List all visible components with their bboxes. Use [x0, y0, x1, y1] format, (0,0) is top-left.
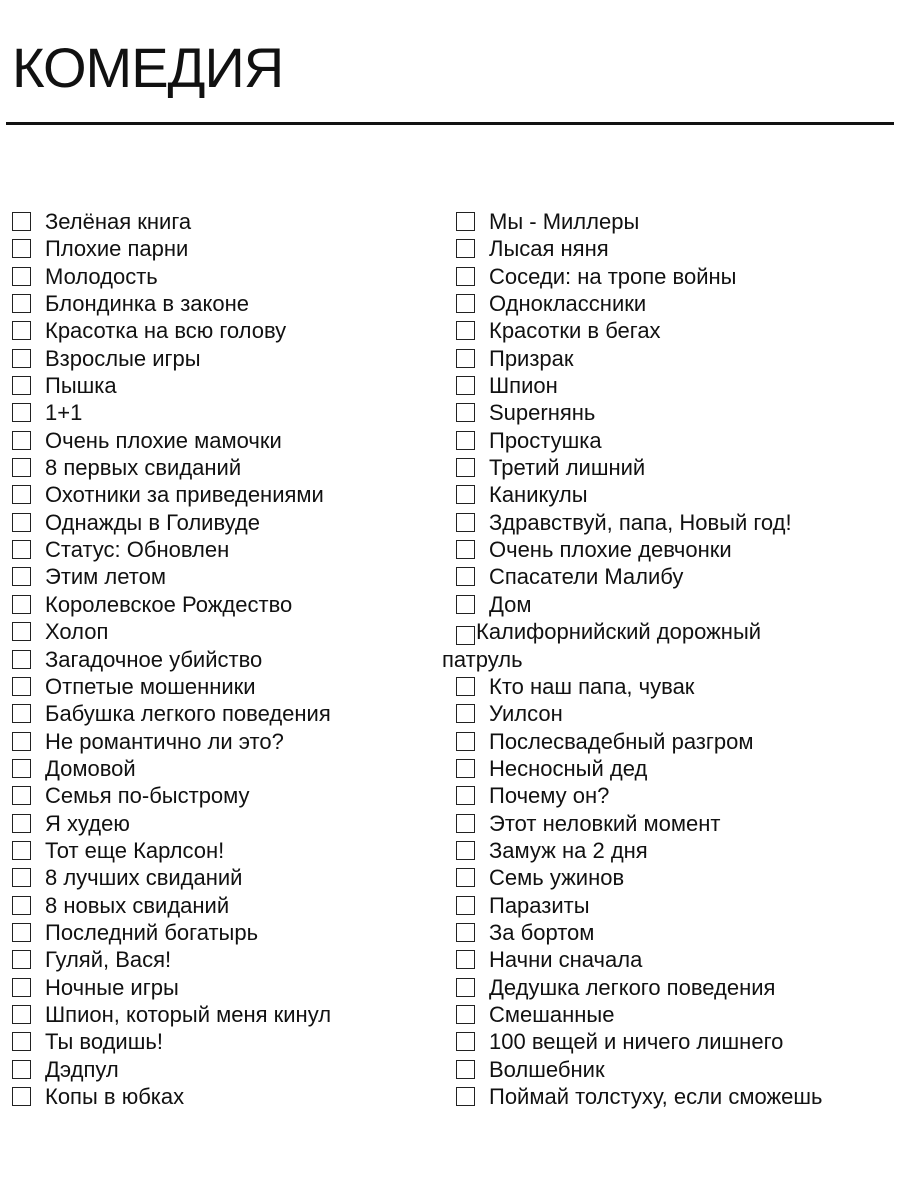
- checklist-item[interactable]: [12, 755, 331, 782]
- checkbox[interactable]: [456, 567, 475, 586]
- checkbox[interactable]: [12, 868, 31, 887]
- checklist-item-label: Очень плохие девчонки: [489, 537, 732, 563]
- checklist-item-label: Шпион: [489, 373, 558, 399]
- checkbox[interactable]: [456, 1087, 475, 1106]
- checklist-item-label: Охотники за приведениями: [45, 482, 324, 508]
- checklist-item-label: Пышка: [45, 373, 117, 399]
- checkbox[interactable]: [456, 376, 475, 395]
- checklist-item[interactable]: [456, 317, 823, 344]
- checklist-item-label: Последний богатырь: [45, 919, 259, 945]
- checkbox[interactable]: [12, 896, 31, 915]
- checklist-item[interactable]: [12, 618, 331, 645]
- checklist-item[interactable]: [12, 864, 331, 891]
- checklist-item-label: Дедушка легкого поведения: [489, 974, 776, 1000]
- checklist-item-label: Ночные игры: [45, 974, 179, 1000]
- checkbox[interactable]: [12, 1087, 31, 1106]
- checkbox[interactable]: [456, 841, 475, 860]
- checklist-item[interactable]: [12, 892, 331, 919]
- checkbox[interactable]: [12, 431, 31, 450]
- checklist-item-label: Семь ужинов: [489, 865, 625, 891]
- checkbox[interactable]: [12, 349, 31, 368]
- checkbox[interactable]: [12, 567, 31, 586]
- checkbox[interactable]: [12, 923, 31, 942]
- checkbox[interactable]: [12, 1005, 31, 1024]
- checklist-item-label: Кто наш папа, чувак: [489, 673, 695, 699]
- checklist-item-label: Поймай толстуху, если сможешь: [489, 1084, 823, 1109]
- checklist-item[interactable]: [456, 509, 823, 536]
- checkbox[interactable]: [456, 814, 475, 833]
- checklist-item[interactable]: [12, 481, 331, 508]
- checkbox[interactable]: [12, 732, 31, 751]
- checklist-item[interactable]: [12, 782, 331, 809]
- checklist-item[interactable]: [456, 1083, 823, 1110]
- checklist-item[interactable]: [456, 837, 823, 864]
- checklist-item-label: 100 вещей и ничего лишнего: [489, 1029, 784, 1055]
- checklist-item-label: Бабушка легкого поведения: [45, 701, 331, 727]
- checklist-item-label: Статус: Обновлен: [45, 537, 230, 563]
- checkbox[interactable]: [456, 431, 475, 450]
- left-checklist: [12, 208, 331, 1110]
- checkbox[interactable]: [456, 294, 475, 313]
- checkbox[interactable]: [12, 704, 31, 723]
- checklist-item-label: Копы в юбках: [45, 1084, 185, 1109]
- checklist-item-label: Блондинка в законе: [45, 291, 250, 317]
- checklist-item[interactable]: [12, 1001, 331, 1028]
- checklist-item[interactable]: [456, 345, 823, 372]
- checklist-item-label: Красотка на всю голову: [45, 318, 287, 344]
- checklist-item-label: Шпион, который меня кинул: [45, 1001, 332, 1027]
- checkbox[interactable]: [456, 868, 475, 887]
- checklist-item-label: 1+1: [45, 400, 83, 426]
- checkbox[interactable]: [456, 403, 475, 422]
- checklist-item[interactable]: [12, 673, 331, 700]
- checkbox[interactable]: [12, 950, 31, 969]
- checkbox[interactable]: [456, 239, 475, 258]
- checkbox[interactable]: [456, 923, 475, 942]
- checklist-item[interactable]: [456, 892, 823, 919]
- checklist-item-label: Красотки в бегах: [489, 318, 661, 344]
- checklist-item[interactable]: [456, 427, 823, 454]
- checklist-item[interactable]: [12, 974, 331, 1001]
- checklist-item-label: Ты водишь!: [45, 1029, 163, 1055]
- checklist-item[interactable]: [456, 700, 823, 727]
- checklist-item[interactable]: [12, 1083, 331, 1110]
- checkbox[interactable]: [12, 650, 31, 669]
- checklist-item[interactable]: [12, 536, 331, 563]
- checkbox[interactable]: [456, 267, 475, 286]
- checklist-item[interactable]: [456, 372, 823, 399]
- checklist-item-label: Простушка: [489, 427, 602, 453]
- checklist-item[interactable]: [12, 591, 331, 618]
- checklist-item[interactable]: [456, 864, 823, 891]
- checklist-item-label: Зелёная книга: [45, 209, 192, 234]
- checklist-item[interactable]: [12, 208, 331, 235]
- checklist-item-label: 8 новых свиданий: [45, 892, 230, 918]
- checklist-item-label: Почему он?: [489, 783, 610, 809]
- checkbox[interactable]: [456, 321, 475, 340]
- checklist-item[interactable]: [12, 454, 331, 481]
- checklist-item-label: Молодость: [45, 263, 158, 289]
- checklist-item-label: Взрослые игры: [45, 345, 201, 371]
- checkbox[interactable]: [456, 786, 475, 805]
- checkbox[interactable]: [12, 239, 31, 258]
- checklist-item-label: Призрак: [489, 345, 574, 371]
- checklist-item-label: Замуж на 2 дня: [489, 837, 648, 863]
- checkbox[interactable]: [456, 485, 475, 504]
- checklist-item[interactable]: [456, 1001, 823, 1028]
- checkbox[interactable]: [456, 595, 475, 614]
- checklist-item[interactable]: [12, 372, 331, 399]
- checklist-item[interactable]: [456, 563, 823, 590]
- checklist-item-label: Гуляй, Вася!: [45, 947, 172, 973]
- checklist-item-label: Не романтично ли это?: [45, 728, 284, 754]
- checklist-item-label: 8 первых свиданий: [45, 455, 242, 481]
- checklist-item-label: Спасатели Малибу: [489, 564, 684, 590]
- checkbox[interactable]: [12, 267, 31, 286]
- checkbox[interactable]: [456, 704, 475, 723]
- checkbox[interactable]: [12, 485, 31, 504]
- checklist-item-label: За бортом: [489, 919, 595, 945]
- checklist-item-label: Холоп: [45, 619, 109, 645]
- checklist-item[interactable]: [12, 1056, 331, 1083]
- checklist-item-label: Этот неловкий момент: [489, 810, 721, 836]
- checklist-item-label: Дэдпул: [45, 1056, 119, 1082]
- checklist-item[interactable]: [456, 974, 823, 1001]
- checklist-item[interactable]: [456, 235, 823, 262]
- checklist-item[interactable]: [12, 427, 331, 454]
- checklist-item[interactable]: [456, 728, 823, 755]
- checkbox[interactable]: [456, 458, 475, 477]
- checklist-item-label: 8 лучших свиданий: [45, 865, 243, 891]
- checkbox[interactable]: [12, 1032, 31, 1051]
- checkbox[interactable]: [12, 403, 31, 422]
- checkbox[interactable]: [456, 759, 475, 778]
- checkbox[interactable]: [12, 294, 31, 313]
- checkbox[interactable]: [12, 540, 31, 559]
- checklist-item[interactable]: [12, 317, 331, 344]
- checklist-item-label: Соседи: на тропе войны: [489, 263, 737, 289]
- page-title: КОМЕДИЯ: [12, 36, 284, 99]
- checklist-item-label: Домовой: [45, 755, 136, 781]
- checklist-item[interactable]: [456, 782, 823, 809]
- checklist-item[interactable]: [12, 399, 331, 426]
- checklist-item[interactable]: [456, 454, 823, 481]
- checklist-item[interactable]: [456, 673, 823, 700]
- checkbox[interactable]: [12, 978, 31, 997]
- checkbox[interactable]: [12, 622, 31, 641]
- checklist-item[interactable]: [12, 837, 331, 864]
- checkbox[interactable]: [456, 212, 475, 231]
- checklist-item[interactable]: [456, 946, 823, 973]
- checklist-item[interactable]: [456, 1028, 823, 1055]
- checklist-item[interactable]: [456, 810, 823, 837]
- checkbox[interactable]: [456, 513, 475, 532]
- checkbox[interactable]: [456, 896, 475, 915]
- checklist-item-label: Смешанные: [489, 1001, 615, 1027]
- checklist-item[interactable]: [12, 810, 331, 837]
- checklist-item-label: Калифорнийский дорожный патруль: [442, 619, 762, 672]
- checklist-item[interactable]: [456, 755, 823, 782]
- checklist-item[interactable]: [12, 1028, 331, 1055]
- checkbox[interactable]: [456, 540, 475, 559]
- checklist-item[interactable]: [456, 263, 823, 290]
- checkbox[interactable]: [456, 1032, 475, 1051]
- checklist-item-label: Каникулы: [489, 482, 588, 508]
- checkbox[interactable]: [12, 677, 31, 696]
- checkbox[interactable]: [12, 321, 31, 340]
- checkbox[interactable]: [456, 1060, 475, 1079]
- checklist-item[interactable]: [12, 290, 331, 317]
- checkbox[interactable]: [12, 841, 31, 860]
- checklist-item-label: Загадочное убийство: [45, 646, 263, 672]
- checklist-item[interactable]: [12, 509, 331, 536]
- checklist-item[interactable]: [12, 946, 331, 973]
- checklist-item-label: Третий лишний: [489, 455, 646, 481]
- checklist-item[interactable]: [456, 208, 823, 235]
- checklist-item[interactable]: [456, 290, 823, 317]
- checklist-item[interactable]: [12, 263, 331, 290]
- checklist-item-label: Несносный дед: [489, 755, 648, 781]
- checklist-item[interactable]: [456, 536, 823, 563]
- checkbox[interactable]: [456, 677, 475, 696]
- title-divider: [6, 122, 894, 125]
- checkbox[interactable]: [12, 212, 31, 231]
- checklist-item-label: Дом: [489, 591, 532, 617]
- checklist-item[interactable]: [456, 919, 823, 946]
- checkbox[interactable]: [456, 978, 475, 997]
- checklist-item-label: Семья по-быстрому: [45, 783, 250, 809]
- checkbox[interactable]: [456, 626, 475, 645]
- checklist-item[interactable]: [12, 919, 331, 946]
- checklist-item-label: Очень плохие мамочки: [45, 427, 282, 453]
- checklist-item-label: Отпетые мошенники: [45, 673, 256, 699]
- checklist-item[interactable]: [456, 399, 823, 426]
- checkbox[interactable]: [456, 1005, 475, 1024]
- checklist-item[interactable]: [12, 700, 331, 727]
- checklist-item[interactable]: [12, 235, 331, 262]
- checklist-item-label: Тот еще Карлсон!: [45, 837, 225, 863]
- checklist-item-label: Мы - Миллеры: [489, 209, 640, 234]
- checklist-item-label: Лысая няня: [489, 236, 609, 262]
- checklist-item[interactable]: [12, 345, 331, 372]
- checklist-item[interactable]: [12, 646, 331, 673]
- checklist-item-label: Superнянь: [489, 400, 596, 426]
- checklist-item-label: Этим летом: [45, 564, 166, 590]
- checklist-item[interactable]: [12, 563, 331, 590]
- checkbox[interactable]: [456, 349, 475, 368]
- checkbox[interactable]: [12, 458, 31, 477]
- checklist-item-label: Одноклассники: [489, 291, 647, 317]
- checklist-item[interactable]: [456, 1056, 823, 1083]
- checklist-item[interactable]: [456, 591, 823, 618]
- checklist-item[interactable]: [456, 481, 823, 508]
- checkbox[interactable]: [12, 513, 31, 532]
- checkbox[interactable]: [12, 1060, 31, 1079]
- checklist-item-label: Волшебник: [489, 1056, 605, 1082]
- checklist-item-label: Начни сначала: [489, 947, 643, 973]
- checklist-item-label: Паразиты: [489, 892, 590, 918]
- checklist-item-label: Здравствуй, папа, Новый год!: [489, 509, 792, 535]
- checklist-item-label: Плохие парни: [45, 236, 189, 262]
- checkbox[interactable]: [12, 595, 31, 614]
- checklist-item-label: Королевское Рождество: [45, 591, 293, 617]
- right-checklist: [442, 208, 823, 1110]
- checklist-item[interactable]: [442, 618, 823, 673]
- checkbox[interactable]: [12, 376, 31, 395]
- checklist-item-label: Я худею: [45, 810, 130, 836]
- checkbox[interactable]: [12, 759, 31, 778]
- checklist-item[interactable]: [12, 728, 331, 755]
- checklist-item-label: Послесвадебный разгром: [489, 728, 754, 754]
- checklist-item-label: Однажды в Голивуде: [45, 509, 260, 535]
- checklist-item-label: Уилсон: [489, 701, 563, 727]
- checkbox[interactable]: [12, 814, 31, 833]
- checkbox[interactable]: [456, 732, 475, 751]
- checkbox[interactable]: [12, 786, 31, 805]
- checkbox[interactable]: [456, 950, 475, 969]
